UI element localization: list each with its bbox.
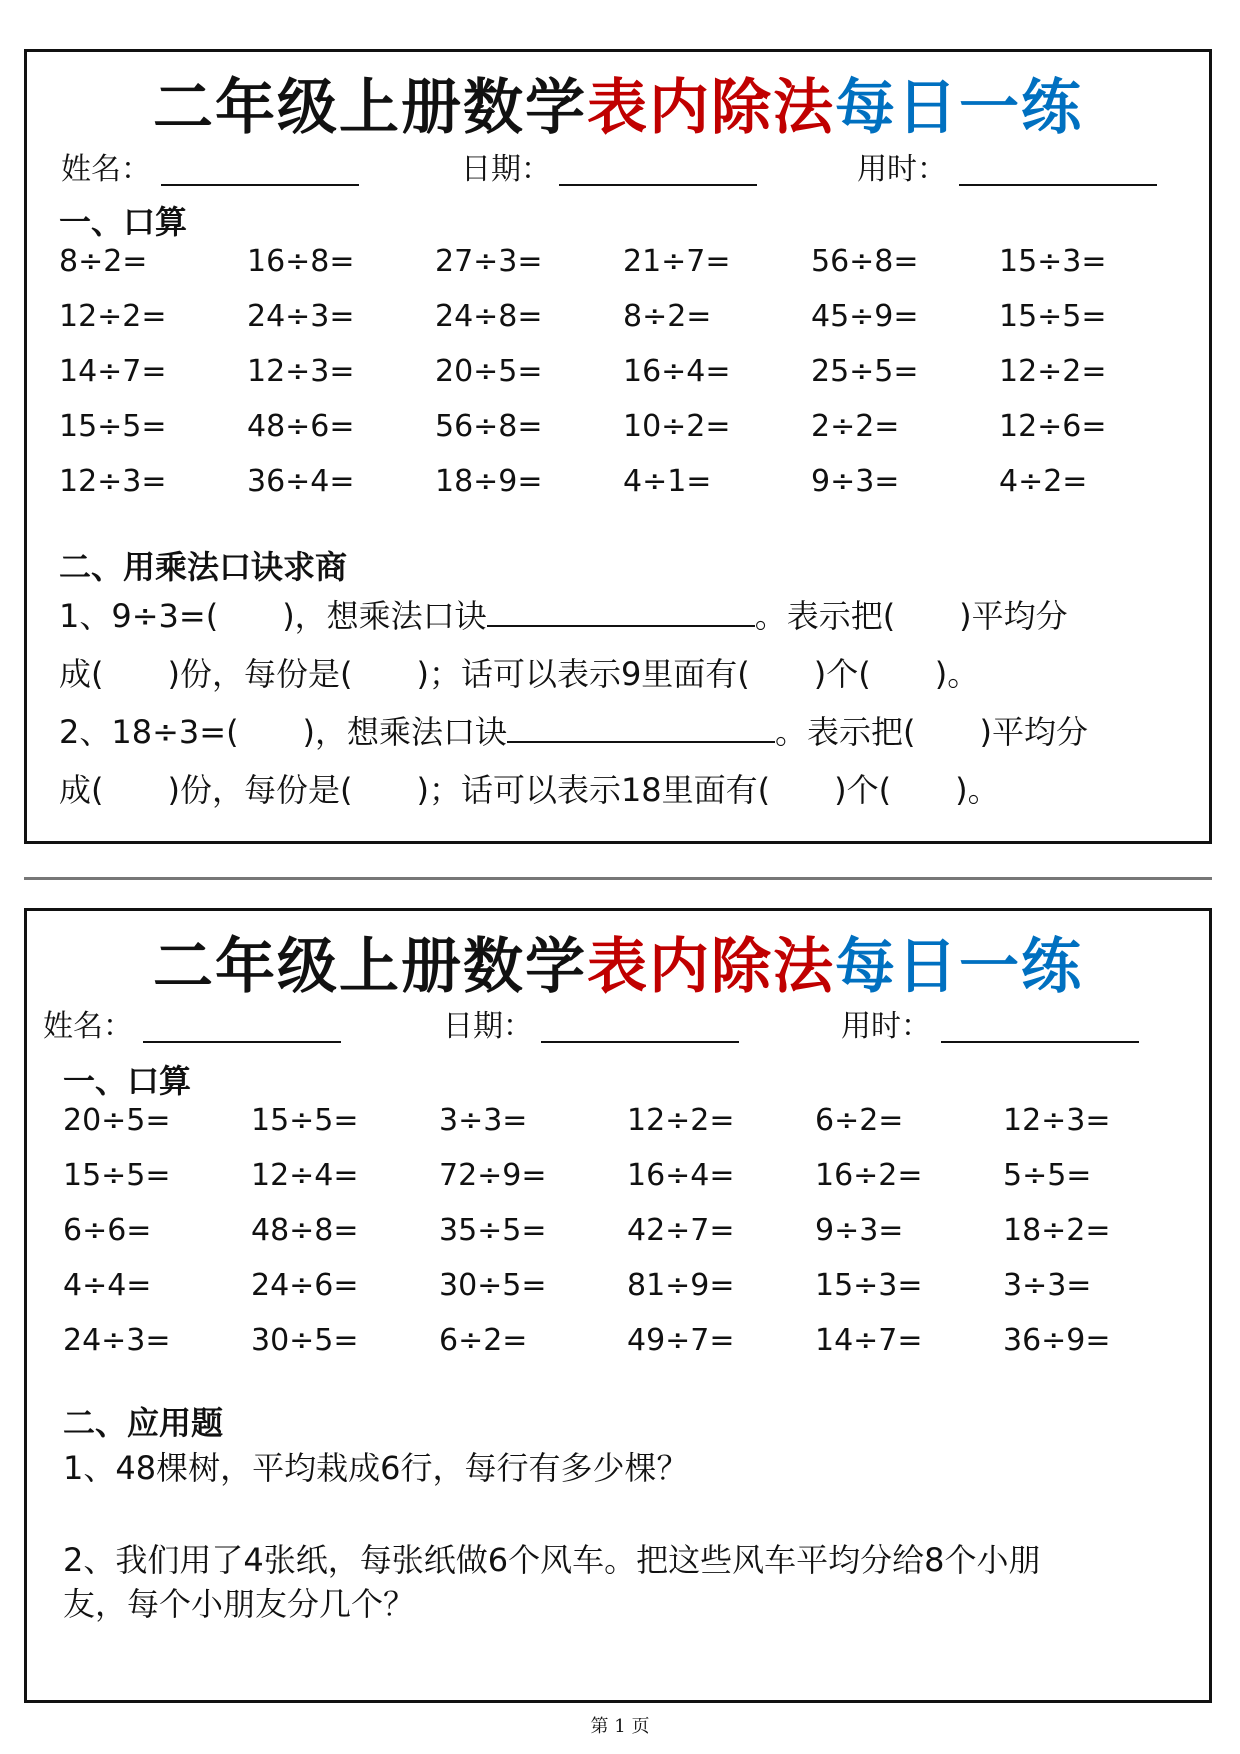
calc-problem: 4÷2= <box>999 464 1088 499</box>
calc-problem: 72÷9= <box>439 1158 547 1193</box>
date-label: 日期： <box>443 1009 533 1044</box>
name-label: 姓名： <box>43 1009 133 1044</box>
calc-problem: 2÷2= <box>811 409 900 444</box>
worksheet-title <box>27 927 1209 1007</box>
oral-calc-grid <box>59 234 1187 509</box>
title-part-black: 二年级上册数学 <box>153 73 587 143</box>
time-blank[interactable] <box>959 184 1157 186</box>
title-part-red: 表内除法 <box>587 73 835 143</box>
calc-problem: 81÷9= <box>627 1268 735 1303</box>
word-problem-1: 1、48棵树，平均栽成6行，每行有多少棵？ <box>63 1449 689 1487</box>
word-problem-2-line-2: 友，每个小朋友分几个？ <box>63 1585 416 1623</box>
title-part-black: 二年级上册数学 <box>153 932 587 1002</box>
title-part-blue: 每日一练 <box>835 73 1083 143</box>
calc-problem: 12÷2= <box>999 354 1107 389</box>
question-2-line-2: 成( )份，每份是( )；话可以表示18里面有( )个( )。 <box>59 771 1000 809</box>
calc-problem: 24÷6= <box>251 1268 359 1303</box>
page-footer: 第 1 页 <box>590 1716 650 1737</box>
name-label: 姓名： <box>61 152 151 187</box>
calc-problem: 30÷5= <box>439 1268 547 1303</box>
calc-problem: 18÷9= <box>435 464 543 499</box>
calc-problem: 12÷6= <box>999 409 1107 444</box>
time-blank[interactable] <box>941 1041 1139 1043</box>
question-1-part-b: 。表示把( )平均分 <box>754 597 1068 635</box>
calc-problem: 4÷4= <box>63 1268 152 1303</box>
calc-problem: 15÷5= <box>251 1103 359 1138</box>
rhyme-blank-2[interactable] <box>507 713 775 743</box>
calc-problem: 8÷2= <box>623 299 712 334</box>
calc-problem: 21÷7= <box>623 244 731 279</box>
calc-problem: 14÷7= <box>59 354 167 389</box>
calc-problem: 15÷3= <box>815 1268 923 1303</box>
calc-problem: 36÷4= <box>247 464 355 499</box>
calc-problem: 10÷2= <box>623 409 731 444</box>
calc-problem: 15÷5= <box>999 299 1107 334</box>
calc-problem: 16÷2= <box>815 1158 923 1193</box>
date-blank[interactable] <box>541 1041 739 1043</box>
calc-problem: 25÷5= <box>811 354 919 389</box>
section-oral-calc: 一、口算 <box>59 203 188 241</box>
calc-problem: 16÷4= <box>623 354 731 389</box>
calc-problem: 6÷2= <box>439 1323 528 1358</box>
title-part-blue: 每日一练 <box>835 932 1083 1002</box>
rhyme-blank-1[interactable] <box>487 597 755 627</box>
calc-problem: 42÷7= <box>627 1213 735 1248</box>
calc-problem: 56÷8= <box>435 409 543 444</box>
calc-problem: 24÷8= <box>435 299 543 334</box>
calc-problem: 12÷3= <box>247 354 355 389</box>
calc-problem: 24÷3= <box>247 299 355 334</box>
question-2-part-a: 2、18÷3=( )，想乘法口诀 <box>59 713 508 751</box>
word-problem-2-line-1: 2、我们用了4张纸，每张纸做6个风车。把这些风车平均分给8个小朋 <box>63 1541 1041 1579</box>
calc-problem: 12÷2= <box>59 299 167 334</box>
calc-problem: 35÷5= <box>439 1213 547 1248</box>
question-2-part-b: 。表示把( )平均分 <box>775 713 1089 751</box>
calc-problem: 12÷3= <box>59 464 167 499</box>
calc-problem: 30÷5= <box>251 1323 359 1358</box>
calc-problem: 6÷2= <box>815 1103 904 1138</box>
date-label: 日期： <box>461 152 551 187</box>
calc-problem: 5÷5= <box>1003 1158 1092 1193</box>
calc-problem: 6÷6= <box>63 1213 152 1248</box>
section-multiplication-rhyme: 二、用乘法口诀求商 <box>59 548 348 586</box>
calc-problem: 36÷9= <box>1003 1323 1111 1358</box>
worksheet-card-1 <box>24 49 1212 844</box>
name-blank[interactable] <box>143 1041 341 1043</box>
title-part-red: 表内除法 <box>587 932 835 1002</box>
calc-problem: 18÷2= <box>1003 1213 1111 1248</box>
calc-problem: 56÷8= <box>811 244 919 279</box>
calc-problem: 24÷3= <box>63 1323 171 1358</box>
calc-problem: 27÷3= <box>435 244 543 279</box>
calc-problem: 3÷3= <box>439 1103 528 1138</box>
worksheet-card-2 <box>24 908 1212 1703</box>
calc-problem: 12÷4= <box>251 1158 359 1193</box>
section-oral-calc: 一、口算 <box>63 1062 192 1100</box>
calc-problem: 48÷6= <box>247 409 355 444</box>
calc-problem: 9÷3= <box>811 464 900 499</box>
calc-problem: 15÷5= <box>63 1158 171 1193</box>
time-label: 用时： <box>857 152 947 187</box>
question-1-line-2: 成( )份，每份是( )；话可以表示9里面有( )个( )。 <box>59 655 980 693</box>
calc-problem: 48÷8= <box>251 1213 359 1248</box>
calc-problem: 16÷4= <box>627 1158 735 1193</box>
time-label: 用时： <box>841 1009 931 1044</box>
calc-problem: 15÷5= <box>59 409 167 444</box>
name-blank[interactable] <box>161 184 359 186</box>
worksheet-title <box>27 68 1209 148</box>
calc-problem: 15÷3= <box>999 244 1107 279</box>
calc-problem: 9÷3= <box>815 1213 904 1248</box>
question-2-line-1 <box>59 703 1088 761</box>
question-1-part-a: 1、9÷3=( )，想乘法口诀 <box>59 597 487 635</box>
calc-problem: 49÷7= <box>627 1323 735 1358</box>
calc-problem: 4÷1= <box>623 464 712 499</box>
calc-problem: 20÷5= <box>63 1103 171 1138</box>
calc-problem: 14÷7= <box>815 1323 923 1358</box>
calc-problem: 3÷3= <box>1003 1268 1092 1303</box>
question-1-line-1 <box>59 587 1068 645</box>
separator-line <box>24 877 1212 880</box>
calc-problem: 45÷9= <box>811 299 919 334</box>
calc-problem: 12÷2= <box>627 1103 735 1138</box>
date-blank[interactable] <box>559 184 757 186</box>
oral-calc-grid <box>63 1093 1191 1368</box>
calc-problem: 8÷2= <box>59 244 148 279</box>
section-word-problems: 二、应用题 <box>63 1404 224 1442</box>
calc-problem: 12÷3= <box>1003 1103 1111 1138</box>
calc-problem: 16÷8= <box>247 244 355 279</box>
calc-problem: 20÷5= <box>435 354 543 389</box>
